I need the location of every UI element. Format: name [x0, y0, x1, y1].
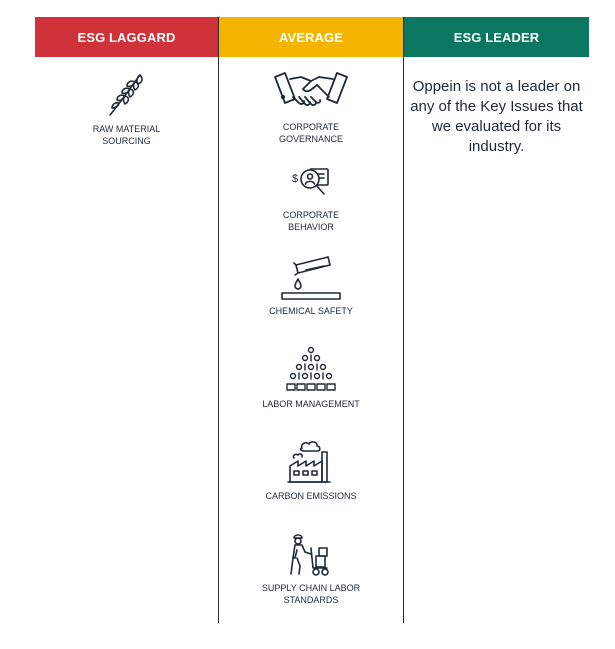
- handshake-icon: [271, 67, 351, 117]
- issue-label: CORPORATE BEHAVIOR: [282, 210, 340, 232]
- test-tube-icon: [278, 253, 344, 301]
- magnifier-person-icon: [286, 163, 336, 205]
- issue-label: RAW MATERIAL SOURCING: [92, 124, 161, 146]
- issue-supply-chain-labor-standards: [219, 530, 403, 606]
- header-esg-laggard: [35, 17, 218, 57]
- people-pyramid-icon: [281, 346, 341, 394]
- issue-label: CHEMICAL SAFETY: [269, 306, 353, 316]
- header-average: [219, 17, 403, 57]
- issue-labor-management: [219, 346, 403, 410]
- issue-label: SUPPLY CHAIN LABOR STANDARDS: [261, 583, 361, 605]
- header-esg-laggard-label: ESG LAGGARD: [77, 29, 176, 45]
- factory-icon: [286, 438, 336, 486]
- issue-carbon-emissions: [219, 438, 403, 502]
- wheat-icon: [102, 69, 152, 119]
- svg-text:$: $: [292, 173, 299, 185]
- issue-chemical-safety: [219, 253, 403, 317]
- header-average-label: AVERAGE: [278, 29, 344, 45]
- issue-label: CORPORATE GOVERNANCE: [278, 122, 343, 144]
- header-esg-leader: [404, 17, 589, 57]
- leader-message: Oppein is not a leader on any of the Key Issues that we evaluated for its industry.: [410, 78, 583, 155]
- header-esg-leader-label: ESG LEADER: [453, 29, 540, 45]
- esg-key-issues-board: [35, 17, 589, 623]
- issue-corporate-behavior: [219, 163, 403, 233]
- worker-cart-icon: [283, 530, 339, 578]
- issue-corporate-governance: [219, 67, 403, 145]
- issue-label: LABOR MANAGEMENT: [262, 399, 360, 409]
- issue-label: CARBON EMISSIONS: [265, 491, 357, 501]
- issue-raw-material-sourcing: [35, 69, 218, 147]
